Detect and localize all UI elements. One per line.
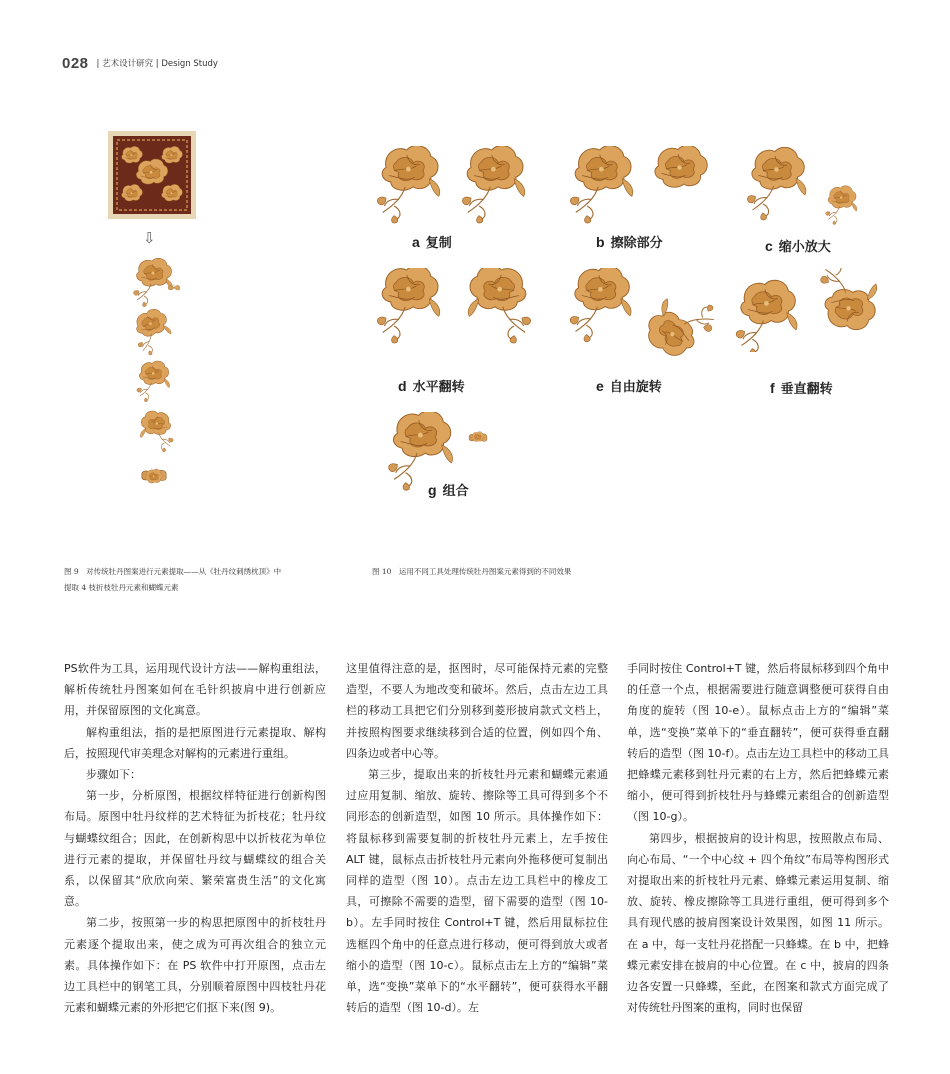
paragraph: 第四步，根据披肩的设计构思，按照散点布局、向心布局、“一个中心纹 + 四个角纹”布局等构图形式对提取出来的折枝牡丹元素、蜂蝶元素运用复制、缩放、旋转、橡皮擦除等工具进行重组，便可得到多个具有现代感的披肩图案设计效果图，如图 11 所示。在 a 中，每一支牡丹花搭配一只蜂蝶。在 b 中，把蜂蝶元素安排在披肩的中心位置。在 c 中，披肩的四条边各安置一只蜂蝶，至此，在图案和款式方面完成了对传统牡丹图案的重构，同时也保留 <box>627 831 889 1015</box>
page-number: 028 <box>62 54 89 72</box>
running-header <box>62 55 218 71</box>
figure-10a-copy <box>370 146 540 226</box>
paragraph: 解构重组法，指的是把原图进行元素提取、解构后，按照现代审美理念对解构的元素进行重组。 <box>64 725 326 760</box>
paragraph: 这里值得注意的是，抠图时，尽可能保持元素的完整造型，不要人为地改变和破坏。然后，点击左边工具栏的移动工具把它们分别移到菱形披肩款式文档上，并按照构图要求继续移到合适的位置，例如四个角、四条边或者中心等。 <box>346 662 608 760</box>
extracted-peony-sprig-1 <box>128 258 184 308</box>
figure-9-caption: 图 9 对传统牡丹图案进行元素提取——从《牡丹纹刺绣枕顶》中 提取 4 枝折枝牡丹元素和蝴蝶元素 <box>64 567 282 592</box>
extracted-peony-sprig-3 <box>126 360 182 408</box>
figure-10b-erase <box>563 146 723 226</box>
figure-9-original-embroidery <box>108 131 196 219</box>
paragraph: PS软件为工具，运用现代设计方法——解构重组法，解析传统牡丹图案如何在毛针织披肩中进行创新应用，并保留原图的文化寓意。 <box>64 662 326 718</box>
down-arrow-icon: ⇩ <box>143 229 156 247</box>
paragraph: 步骤如下： <box>86 768 141 782</box>
figure-10c-scale <box>742 146 872 226</box>
body-column-3 <box>627 658 889 1018</box>
figure-10-caption: 图 10 运用不同工具处理传统牡丹图案元素得到的不同效果 <box>372 567 572 576</box>
figure-10c-label: c 缩小放大 <box>765 238 831 255</box>
extracted-peony-sprig-4 <box>124 410 182 458</box>
figure-10d-flip-horizontal <box>370 268 540 344</box>
paragraph: 第三步，提取出来的折枝牡丹元素和蝴蝶元素通过应用复制、缩放、旋转、擦除等工具可得到多个不同形态的创新造型，如图 10 所示。具体操作如下：将鼠标移到需要复制的折枝牡丹元素上，左手按住 ALT 键，鼠标点击折枝牡丹元素向外拖移便可复制出同样的造型（图 10）。点击左边工具栏中的橡皮工具，可擦除不需要的造型，留下需要的造型（图 10-b）。左手同时按住 Control+T 键，然后用鼠标拉住选框四个角中的任意点进行移动，便可得到放大或者缩小的造型（图 10-c）。鼠标点击左上方的“编辑”菜单，选“变换”菜单下的“水平翻转”，便可获得水平翻转后的造型（图 10-d）。左 <box>346 768 608 1015</box>
figure-10e-label: e 自由旋转 <box>596 378 662 395</box>
figure-10g-label: g 组合 <box>428 482 469 499</box>
extracted-butterfly <box>134 460 174 494</box>
figure-10f-label: f 垂直翻转 <box>770 380 833 397</box>
body-column-2 <box>346 658 608 1018</box>
figure-10d-label: d 水平翻转 <box>398 378 465 395</box>
paragraph: 第二步，按照第一步的构思把原图中的折枝牡丹元素逐个提取出来，使之成为可再次组合的独立元素。具体操作如下：在 PS 软件中打开原图，点击左边工具栏中的钢笔工具，分别顺着原图中四枝牡丹花元素和蝴蝶元素的外形把它们抠下来(图 9)。 <box>64 916 326 1015</box>
figure-10b-label: b 擦除部分 <box>596 234 663 251</box>
paragraph: 手同时按住 Control+T 键，然后将鼠标移到四个角中的任意一个点，根据需要进行随意调整便可获得自由角度的旋转（图 10-e）。鼠标点击上方的“编辑”菜单，选“变换”菜单下的“垂直翻转”，便可获得垂直翻转后的造型（图 10-f）。点击左边工具栏中的移动工具把蜂蝶元素移到牡丹元素的右上方，然后把蜂蝶元素缩小，便可得到折枝牡丹与蜂蝶元素组合的创新造型（图 10-g）。 <box>627 662 889 824</box>
figure-10f-flip-vertical <box>732 268 892 352</box>
journal-title: | 艺术设计研究 | Design Study <box>96 59 218 69</box>
figure-10e-free-rotate <box>566 268 716 364</box>
body-column-1 <box>64 658 326 1018</box>
extracted-peony-sprig-2 <box>124 308 184 356</box>
figure-10a-label: a 复制 <box>412 234 452 251</box>
paragraph: 第一步，分析原图，根据纹样特征进行创新构图布局。原图中牡丹纹样的艺术特征为折枝花；牡丹纹与蝴蝶纹组合；因此，在创新构思中以折枝花为单位进行元素的提取，并保留牡丹纹与蝴蝶纹的组合关系，以保留其“欣欣向荣、繁荣富贵生活”的文化寓意。 <box>64 789 326 909</box>
